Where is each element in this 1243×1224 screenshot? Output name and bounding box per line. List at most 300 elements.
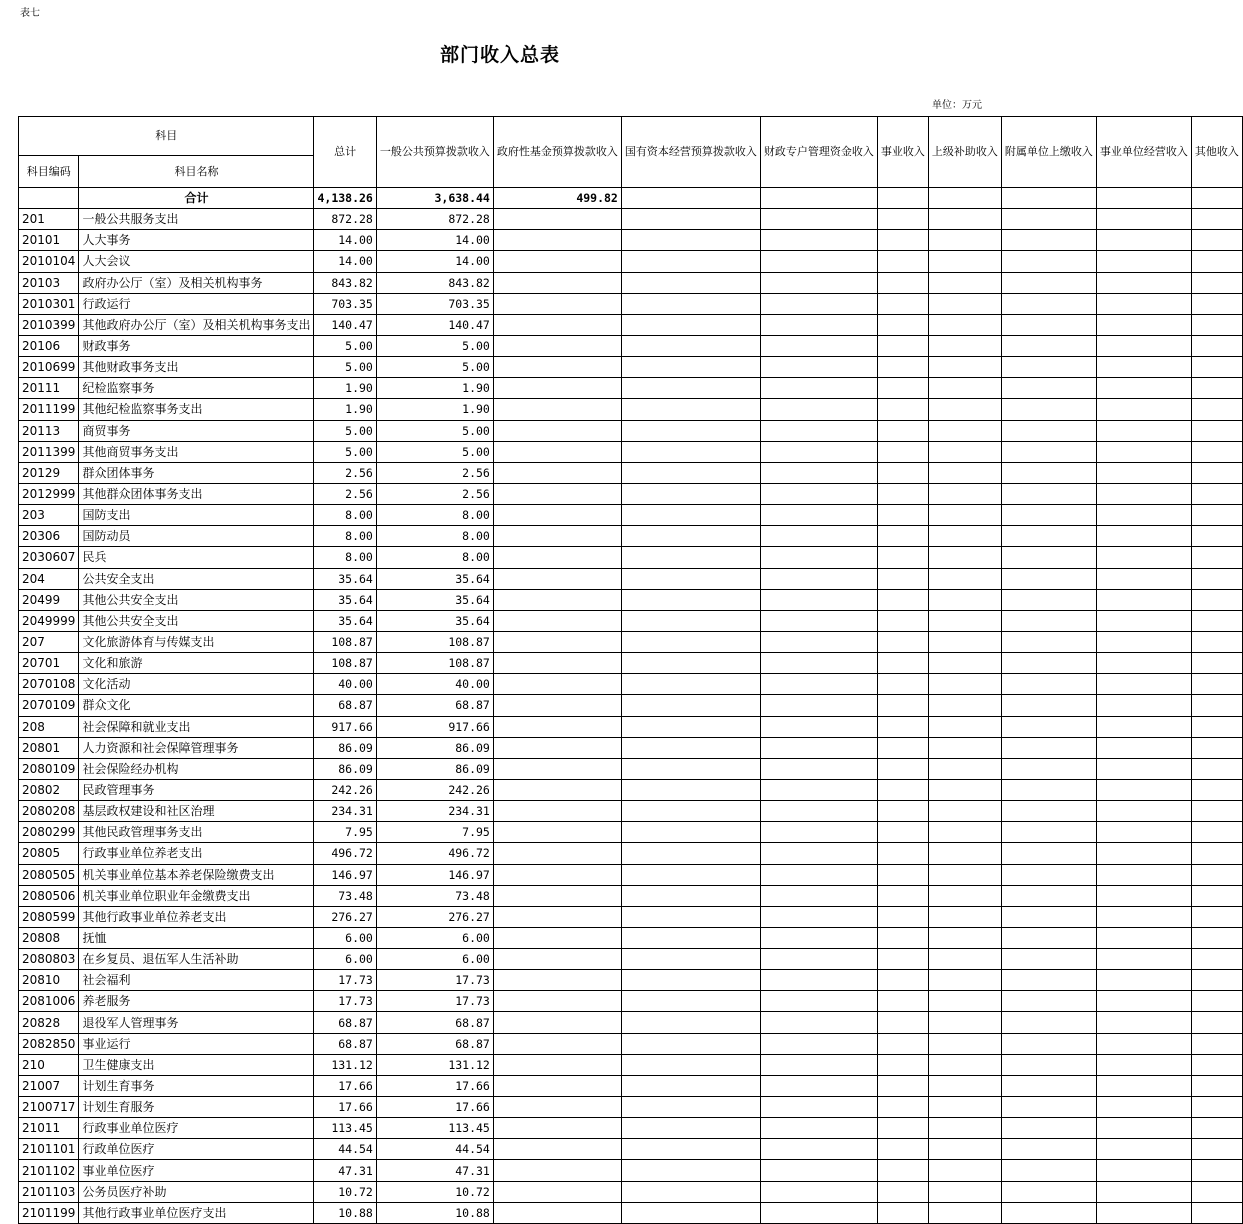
empty-cell: [877, 716, 928, 737]
empty-cell: [1096, 357, 1191, 378]
subject-code-cell: 20113: [19, 420, 79, 441]
empty-cell: [493, 1033, 621, 1054]
subject-name-cell: 文化活动: [79, 674, 314, 695]
empty-cell: [877, 462, 928, 483]
total-cell: 843.82: [314, 272, 376, 293]
header-code: 科目编码: [19, 156, 79, 188]
subject-name-cell: 文化和旅游: [79, 653, 314, 674]
table-row: [19, 927, 1243, 948]
empty-cell: [1001, 1054, 1096, 1075]
table-row: [19, 357, 1243, 378]
empty-cell: [928, 927, 1001, 948]
empty-cell: [1001, 949, 1096, 970]
empty-cell: [621, 568, 760, 589]
subject-name-cell: 财政事务: [79, 335, 314, 356]
general-budget-cell: 5.00: [376, 441, 493, 462]
empty-cell: [1001, 314, 1096, 335]
empty-cell: [760, 568, 877, 589]
empty-cell: [1096, 526, 1191, 547]
empty-cell: [877, 1160, 928, 1181]
subject-code-cell: 2080599: [19, 906, 79, 927]
empty-cell: [928, 1118, 1001, 1139]
empty-cell: [760, 843, 877, 864]
subject-code-cell: 2010399: [19, 314, 79, 335]
empty-cell: [1001, 399, 1096, 420]
empty-cell: [493, 758, 621, 779]
table-row: [19, 526, 1243, 547]
table-row: [19, 1097, 1243, 1118]
empty-cell: [760, 209, 877, 230]
empty-cell: [1001, 1118, 1096, 1139]
subject-name-cell: 其他行政事业单位养老支出: [79, 906, 314, 927]
empty-cell: [1191, 801, 1242, 822]
empty-cell: [928, 293, 1001, 314]
empty-cell: [1096, 991, 1191, 1012]
empty-cell: [1191, 906, 1242, 927]
empty-cell: [1001, 505, 1096, 526]
empty-cell: [1096, 801, 1191, 822]
empty-cell: [1096, 505, 1191, 526]
empty-cell: [877, 420, 928, 441]
empty-cell: [1001, 695, 1096, 716]
table-row: [19, 653, 1243, 674]
empty-cell: [760, 716, 877, 737]
general-budget-cell: 843.82: [376, 272, 493, 293]
empty-cell: [1096, 674, 1191, 695]
empty-cell: [877, 991, 928, 1012]
empty-cell: [877, 188, 928, 209]
general-budget-cell: 6.00: [376, 927, 493, 948]
empty-cell: [1191, 1139, 1242, 1160]
empty-cell: [1001, 357, 1096, 378]
table-row: [19, 1160, 1243, 1181]
table-row: [19, 230, 1243, 251]
empty-cell: [1096, 695, 1191, 716]
empty-cell: [1001, 462, 1096, 483]
empty-cell: [877, 695, 928, 716]
header-gov-fund: 政府性基金预算拨款收入: [493, 117, 621, 188]
empty-cell: [493, 1202, 621, 1223]
empty-cell: [1096, 716, 1191, 737]
subject-name-cell: 公共安全支出: [79, 568, 314, 589]
general-budget-cell: 242.26: [376, 779, 493, 800]
general-budget-cell: 17.73: [376, 991, 493, 1012]
general-budget-cell: 1.90: [376, 378, 493, 399]
empty-cell: [1096, 420, 1191, 441]
empty-cell: [621, 949, 760, 970]
empty-cell: [1001, 970, 1096, 991]
empty-cell: [928, 843, 1001, 864]
empty-cell: [493, 695, 621, 716]
empty-cell: [928, 1097, 1001, 1118]
empty-cell: [1001, 188, 1096, 209]
empty-cell: [1096, 631, 1191, 652]
general-budget-cell: 10.72: [376, 1181, 493, 1202]
general-budget-cell: 113.45: [376, 1118, 493, 1139]
empty-cell: [760, 251, 877, 272]
table-row: [19, 1181, 1243, 1202]
empty-cell: [1191, 631, 1242, 652]
empty-cell: [621, 1033, 760, 1054]
total-cell: 17.73: [314, 970, 376, 991]
empty-cell: [1191, 1181, 1242, 1202]
empty-cell: [928, 230, 1001, 251]
empty-cell: [760, 314, 877, 335]
empty-cell: [1191, 568, 1242, 589]
general-budget-cell: 14.00: [376, 251, 493, 272]
total-cell: 17.66: [314, 1075, 376, 1096]
empty-cell: [928, 864, 1001, 885]
subject-name-cell: 行政事业单位医疗: [79, 1118, 314, 1139]
empty-cell: [1191, 188, 1242, 209]
empty-cell: [1096, 314, 1191, 335]
subject-code-cell: 2010104: [19, 251, 79, 272]
total-cell: 140.47: [314, 314, 376, 335]
subject-name-cell: 其他纪检监察事务支出: [79, 399, 314, 420]
empty-cell: [1096, 462, 1191, 483]
empty-cell: [1001, 843, 1096, 864]
subject-name-cell: 社会福利: [79, 970, 314, 991]
empty-cell: [621, 737, 760, 758]
empty-cell: [928, 357, 1001, 378]
empty-cell: [493, 906, 621, 927]
empty-cell: [1001, 1139, 1096, 1160]
subject-name-cell: 政府办公厅（室）及相关机构事务: [79, 272, 314, 293]
general-budget-cell: 8.00: [376, 526, 493, 547]
empty-cell: [1001, 864, 1096, 885]
empty-cell: [493, 716, 621, 737]
empty-cell: [1191, 505, 1242, 526]
subject-code-cell: 20103: [19, 272, 79, 293]
empty-cell: [928, 653, 1001, 674]
table-row: [19, 631, 1243, 652]
general-budget-cell: 68.87: [376, 1033, 493, 1054]
empty-cell: [493, 822, 621, 843]
empty-cell: [493, 547, 621, 568]
general-budget-cell: 47.31: [376, 1160, 493, 1181]
subject-code-cell: 20810: [19, 970, 79, 991]
subject-code-cell: 20805: [19, 843, 79, 864]
subject-code-cell: 2101199: [19, 1202, 79, 1223]
empty-cell: [1191, 695, 1242, 716]
empty-cell: [1096, 335, 1191, 356]
empty-cell: [928, 314, 1001, 335]
table-row: [19, 1075, 1243, 1096]
empty-cell: [1096, 378, 1191, 399]
table-row: [19, 314, 1243, 335]
empty-cell: [760, 779, 877, 800]
empty-cell: [1191, 589, 1242, 610]
empty-cell: [1191, 272, 1242, 293]
empty-cell: [877, 843, 928, 864]
empty-cell: [493, 927, 621, 948]
empty-cell: [760, 272, 877, 293]
empty-cell: [760, 399, 877, 420]
subject-code-cell: 2080109: [19, 758, 79, 779]
empty-cell: [493, 843, 621, 864]
empty-cell: [1096, 483, 1191, 504]
subject-name-cell: 公务员医疗补助: [79, 1181, 314, 1202]
empty-cell: [877, 399, 928, 420]
empty-cell: [928, 885, 1001, 906]
table-row: [19, 251, 1243, 272]
empty-cell: [760, 1181, 877, 1202]
empty-cell: [1191, 779, 1242, 800]
empty-cell: [928, 737, 1001, 758]
empty-cell: [1096, 1118, 1191, 1139]
total-cell: 7.95: [314, 822, 376, 843]
total-cell: 8.00: [314, 505, 376, 526]
empty-cell: [1191, 378, 1242, 399]
empty-cell: [621, 441, 760, 462]
empty-cell: [1096, 441, 1191, 462]
subject-code-cell: 201: [19, 209, 79, 230]
subject-name-cell: 行政运行: [79, 293, 314, 314]
total-cell: 108.87: [314, 653, 376, 674]
empty-cell: [928, 420, 1001, 441]
empty-cell: [1096, 653, 1191, 674]
empty-cell: [1001, 230, 1096, 251]
empty-cell: [928, 1202, 1001, 1223]
table-row: [19, 483, 1243, 504]
empty-cell: [1191, 1012, 1242, 1033]
empty-cell: [1191, 758, 1242, 779]
empty-cell: [493, 991, 621, 1012]
subject-code-cell: 2100717: [19, 1097, 79, 1118]
empty-cell: [621, 589, 760, 610]
subject-code-cell: 20701: [19, 653, 79, 674]
subject-code-cell: 2080506: [19, 885, 79, 906]
empty-cell: [877, 335, 928, 356]
subject-code-cell: 20306: [19, 526, 79, 547]
empty-cell: [1001, 526, 1096, 547]
subject-name-cell: 卫生健康支出: [79, 1054, 314, 1075]
empty-cell: [493, 1075, 621, 1096]
empty-cell: [1001, 885, 1096, 906]
empty-cell: [928, 505, 1001, 526]
empty-cell: [760, 927, 877, 948]
empty-cell: [1096, 949, 1191, 970]
empty-cell: [493, 505, 621, 526]
header-superior-subsidy: 上级补助收入: [928, 117, 1001, 188]
total-cell: 86.09: [314, 758, 376, 779]
total-cell: 8.00: [314, 526, 376, 547]
subject-code-cell: 2030607: [19, 547, 79, 568]
subject-code-cell: 2080208: [19, 801, 79, 822]
subject-name-cell: 退役军人管理事务: [79, 1012, 314, 1033]
general-budget-cell: 7.95: [376, 822, 493, 843]
empty-cell: [877, 758, 928, 779]
general-budget-cell: 140.47: [376, 314, 493, 335]
empty-cell: [877, 1202, 928, 1223]
subject-name-cell: 其他商贸事务支出: [79, 441, 314, 462]
empty-cell: [621, 209, 760, 230]
subject-code-cell: 210: [19, 1054, 79, 1075]
subject-name-cell: 群众文化: [79, 695, 314, 716]
empty-cell: [760, 610, 877, 631]
subject-name-cell: 在乡复员、退伍军人生活补助: [79, 949, 314, 970]
general-budget-cell: 35.64: [376, 610, 493, 631]
empty-cell: [1191, 843, 1242, 864]
general-budget-cell: 108.87: [376, 631, 493, 652]
general-budget-cell: 35.64: [376, 568, 493, 589]
total-cell: 68.87: [314, 695, 376, 716]
total-general: 3,638.44: [376, 188, 493, 209]
table-row: [19, 885, 1243, 906]
income-summary-table: [18, 116, 1243, 1224]
total-cell: 872.28: [314, 209, 376, 230]
empty-cell: [1096, 1097, 1191, 1118]
empty-cell: [621, 758, 760, 779]
header-business: 事业收入: [877, 117, 928, 188]
empty-cell: [621, 1160, 760, 1181]
table-row: [19, 293, 1243, 314]
empty-cell: [877, 526, 928, 547]
empty-cell: [1191, 547, 1242, 568]
total-sum: 4,138.26: [314, 188, 376, 209]
empty-cell: [760, 441, 877, 462]
empty-cell: [621, 547, 760, 568]
general-budget-cell: 234.31: [376, 801, 493, 822]
empty-cell: [760, 589, 877, 610]
table-row: [19, 399, 1243, 420]
empty-cell: [1096, 251, 1191, 272]
empty-cell: [1096, 758, 1191, 779]
empty-cell: [760, 505, 877, 526]
general-budget-cell: 8.00: [376, 547, 493, 568]
empty-cell: [493, 483, 621, 504]
empty-cell: [1001, 758, 1096, 779]
empty-cell: [621, 801, 760, 822]
total-cell: 10.88: [314, 1202, 376, 1223]
subject-code-cell: 20808: [19, 927, 79, 948]
table-row: [19, 758, 1243, 779]
empty-cell: [928, 335, 1001, 356]
empty-cell: [493, 589, 621, 610]
subject-name-cell: 养老服务: [79, 991, 314, 1012]
subject-name-cell: 一般公共服务支出: [79, 209, 314, 230]
empty-cell: [877, 1054, 928, 1075]
empty-cell: [493, 420, 621, 441]
total-cell: 14.00: [314, 230, 376, 251]
empty-cell: [1191, 653, 1242, 674]
total-cell: 242.26: [314, 779, 376, 800]
empty-cell: [1096, 1181, 1191, 1202]
empty-cell: [1096, 843, 1191, 864]
general-budget-cell: 68.87: [376, 1012, 493, 1033]
empty-cell: [1096, 1075, 1191, 1096]
empty-cell: [877, 441, 928, 462]
empty-cell: [1096, 1054, 1191, 1075]
subject-name-cell: 文化旅游体育与传媒支出: [79, 631, 314, 652]
empty-cell: [760, 1054, 877, 1075]
subject-code-cell: 2011399: [19, 441, 79, 462]
empty-cell: [1191, 1202, 1242, 1223]
page-title: 部门收入总表: [439, 44, 560, 66]
table-row: [19, 462, 1243, 483]
empty-cell: [877, 970, 928, 991]
table-row: [19, 1202, 1243, 1223]
empty-cell: [621, 906, 760, 927]
header-state-capital: 国有资本经营预算拨款收入: [621, 117, 760, 188]
empty-cell: [760, 188, 877, 209]
subject-code-cell: 20828: [19, 1012, 79, 1033]
empty-cell: [1096, 209, 1191, 230]
total-cell: 35.64: [314, 610, 376, 631]
empty-cell: [1096, 737, 1191, 758]
empty-cell: [1191, 1097, 1242, 1118]
subject-code-cell: 2010301: [19, 293, 79, 314]
empty-cell: [877, 1012, 928, 1033]
empty-cell: [1001, 653, 1096, 674]
empty-cell: [621, 462, 760, 483]
total-row: [19, 188, 1243, 209]
table-row: [19, 441, 1243, 462]
empty-cell: [1191, 970, 1242, 991]
subject-code-cell: 21011: [19, 1118, 79, 1139]
empty-cell: [493, 1181, 621, 1202]
subject-code-cell: 2101102: [19, 1160, 79, 1181]
empty-cell: [1191, 822, 1242, 843]
subject-name-cell: 社会保险经办机构: [79, 758, 314, 779]
table-number: 表七: [20, 8, 40, 19]
empty-cell: [493, 631, 621, 652]
table-row: [19, 1054, 1243, 1075]
subject-code-cell: 2011199: [19, 399, 79, 420]
total-cell: 17.66: [314, 1097, 376, 1118]
subject-name-cell: 其他公共安全支出: [79, 589, 314, 610]
general-budget-cell: 496.72: [376, 843, 493, 864]
empty-cell: [493, 378, 621, 399]
empty-cell: [493, 357, 621, 378]
total-cell: 73.48: [314, 885, 376, 906]
empty-cell: [1001, 209, 1096, 230]
empty-cell: [621, 378, 760, 399]
subject-name-cell: 机关事业单位基本养老保险缴费支出: [79, 864, 314, 885]
total-cell: 86.09: [314, 737, 376, 758]
empty-cell: [1096, 1139, 1191, 1160]
empty-cell: [1191, 441, 1242, 462]
empty-cell: [760, 293, 877, 314]
empty-cell: [621, 885, 760, 906]
empty-cell: [760, 1118, 877, 1139]
subject-name-cell: 基层政权建设和社区治理: [79, 801, 314, 822]
subject-code-cell: 20802: [19, 779, 79, 800]
empty-cell: [621, 293, 760, 314]
subject-name-cell: 其他公共安全支出: [79, 610, 314, 631]
total-cell: 276.27: [314, 906, 376, 927]
total-cell: 234.31: [314, 801, 376, 822]
general-budget-cell: 17.66: [376, 1075, 493, 1096]
total-cell: 44.54: [314, 1139, 376, 1160]
empty-cell: [1001, 906, 1096, 927]
empty-cell: [760, 526, 877, 547]
empty-cell: [1191, 483, 1242, 504]
subject-name-cell: 计划生育事务: [79, 1075, 314, 1096]
empty-cell: [1096, 779, 1191, 800]
table-row: [19, 843, 1243, 864]
header-operating: 事业单位经营收入: [1096, 117, 1191, 188]
empty-cell: [928, 758, 1001, 779]
empty-cell: [928, 1054, 1001, 1075]
table-row: [19, 695, 1243, 716]
empty-cell: [493, 1118, 621, 1139]
empty-cell: [760, 695, 877, 716]
total-cell: 40.00: [314, 674, 376, 695]
table-row: [19, 674, 1243, 695]
empty-cell: [1096, 272, 1191, 293]
empty-cell: [760, 1075, 877, 1096]
